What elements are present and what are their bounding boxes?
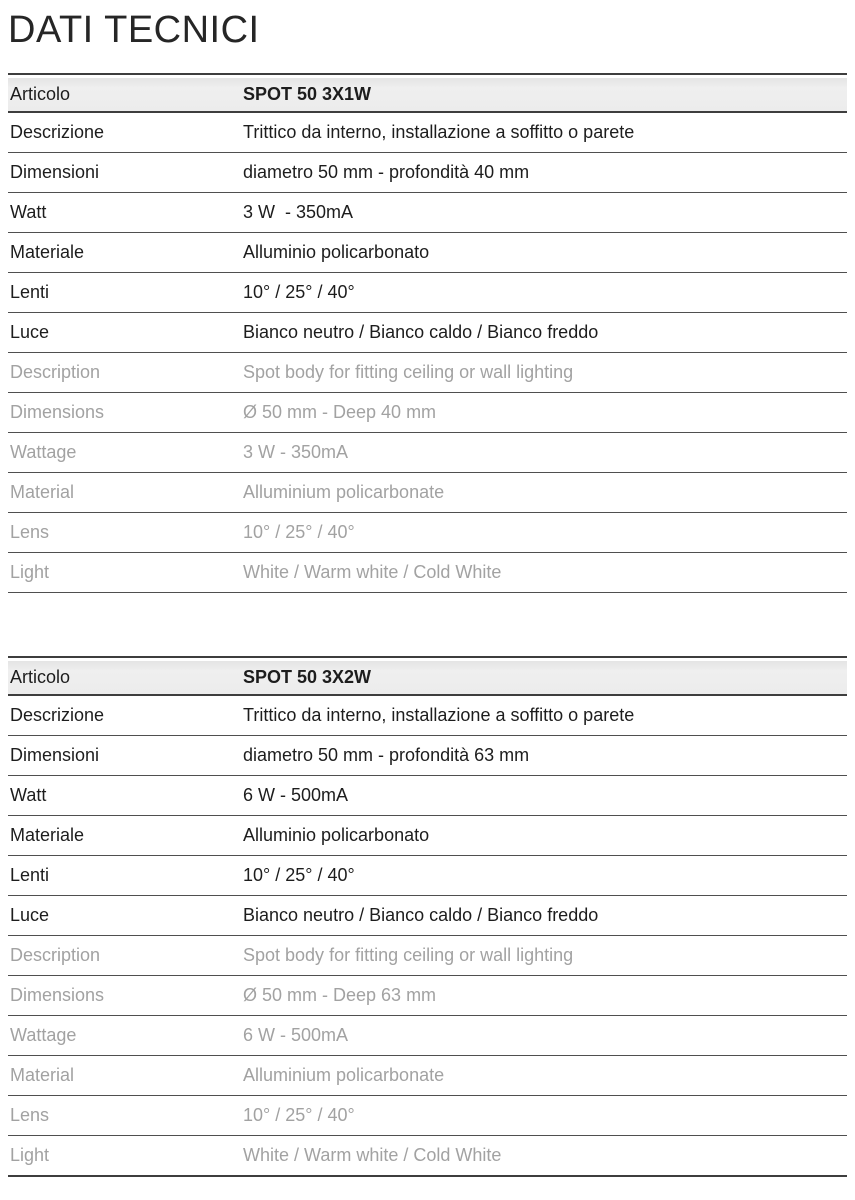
row-value: Ø 50 mm - Deep 63 mm: [243, 984, 437, 1005]
row-value: 10° / 25° / 40°: [243, 281, 355, 302]
row-value: Trittico da interno, installazione a soffitto o parete: [243, 121, 635, 142]
table-row: [8, 736, 847, 776]
header-label: Articolo: [10, 83, 71, 104]
row-label: Wattage: [10, 1024, 77, 1045]
table-row: [8, 816, 847, 856]
row-value: Alluminium policarbonate: [243, 481, 445, 502]
table-row: [8, 193, 847, 233]
table-row: [8, 353, 847, 393]
row-value: 10° / 25° / 40°: [243, 864, 355, 885]
row-label: Dimensioni: [10, 744, 100, 765]
table-row: [8, 1136, 847, 1175]
row-label: Description: [10, 944, 101, 965]
row-value: 10° / 25° / 40°: [243, 1104, 355, 1125]
page-title: DATI TECNICI: [8, 9, 260, 51]
spec-table-spot50-3x2w: [8, 656, 847, 1177]
table-row: [8, 153, 847, 193]
row-value: 3 W - 350mA: [243, 201, 354, 222]
row-label: Light: [10, 1144, 50, 1165]
row-value: 6 W - 500mA: [243, 1024, 349, 1045]
row-value: diametro 50 mm - profondità 40 mm: [243, 161, 530, 182]
table-row: [8, 776, 847, 816]
row-label: Material: [10, 481, 75, 502]
table-row: [8, 313, 847, 353]
header-article-value: SPOT 50 3X1W: [243, 83, 372, 104]
row-label: Luce: [10, 321, 50, 342]
table-row: [8, 233, 847, 273]
row-label: Materiale: [10, 824, 85, 845]
row-value: Bianco neutro / Bianco caldo / Bianco freddo: [243, 904, 599, 925]
row-label: Luce: [10, 904, 50, 925]
table-rows: [8, 113, 847, 593]
row-value: Alluminio policarbonato: [243, 824, 430, 845]
table-row: [8, 1096, 847, 1136]
row-value: White / Warm white / Cold White: [243, 561, 502, 582]
row-label: Lenti: [10, 864, 50, 885]
table-row: [8, 553, 847, 593]
row-label: Descrizione: [10, 121, 105, 142]
row-label: Wattage: [10, 441, 77, 462]
header-label: Articolo: [10, 666, 71, 687]
row-value: Spot body for fitting ceiling or wall lighting: [243, 944, 574, 965]
table-header-row: [8, 661, 847, 696]
row-value: Trittico da interno, installazione a soffitto o parete: [243, 704, 635, 725]
row-value: Bianco neutro / Bianco caldo / Bianco freddo: [243, 321, 599, 342]
row-label: Lenti: [10, 281, 50, 302]
table-row: [8, 113, 847, 153]
table-row: [8, 896, 847, 936]
table-row: [8, 273, 847, 313]
table-row: [8, 856, 847, 896]
table-header-row: [8, 78, 847, 113]
table-row: [8, 1056, 847, 1096]
row-label: Lens: [10, 1104, 50, 1125]
row-value: Alluminium policarbonate: [243, 1064, 445, 1085]
row-value: 3 W - 350mA: [243, 441, 349, 462]
row-label: Materiale: [10, 241, 85, 262]
row-label: Dimensions: [10, 401, 105, 422]
row-label: Dimensions: [10, 984, 105, 1005]
spec-table-spot50-3x1w: [8, 73, 847, 593]
row-value: White / Warm white / Cold White: [243, 1144, 502, 1165]
table-row: [8, 393, 847, 433]
row-value: 10° / 25° / 40°: [243, 521, 355, 542]
row-label: Watt: [10, 784, 47, 805]
table-rows: [8, 696, 847, 1175]
row-value: diametro 50 mm - profondità 63 mm: [243, 744, 530, 765]
row-label: Lens: [10, 521, 50, 542]
row-label: Dimensioni: [10, 161, 100, 182]
table-row: [8, 696, 847, 736]
row-value: 6 W - 500mA: [243, 784, 349, 805]
row-value: Ø 50 mm - Deep 40 mm: [243, 401, 437, 422]
table-row: [8, 1016, 847, 1056]
table-row: [8, 433, 847, 473]
row-label: Descrizione: [10, 704, 105, 725]
row-label: Material: [10, 1064, 75, 1085]
row-value: Spot body for fitting ceiling or wall lighting: [243, 361, 574, 382]
table-row: [8, 936, 847, 976]
table-row: [8, 473, 847, 513]
row-label: Light: [10, 561, 50, 582]
row-value: Alluminio policarbonato: [243, 241, 430, 262]
row-label: Description: [10, 361, 101, 382]
header-article-value: SPOT 50 3X2W: [243, 666, 372, 687]
row-label: Watt: [10, 201, 47, 222]
table-row: [8, 513, 847, 553]
table-row: [8, 976, 847, 1016]
